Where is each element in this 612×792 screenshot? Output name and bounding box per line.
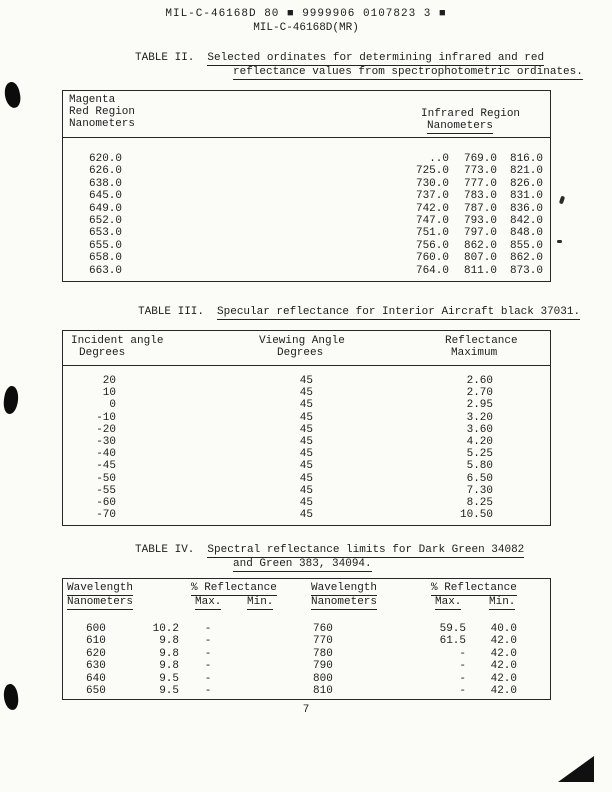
table-row bbox=[63, 623, 550, 635]
table-cell: 650 bbox=[86, 684, 106, 697]
table-cell: 764.0 bbox=[415, 264, 449, 277]
table-cell: 797.0 bbox=[463, 227, 497, 240]
table2 bbox=[62, 90, 551, 282]
table-cell: 626.0 bbox=[89, 165, 123, 178]
table-cell: 652.0 bbox=[89, 214, 123, 227]
table-cell: 2.70 bbox=[466, 387, 493, 400]
table-cell: 769.0 bbox=[463, 153, 497, 165]
table-cell: 793.0 bbox=[463, 214, 497, 227]
page-number: 7 bbox=[302, 704, 310, 716]
table-row bbox=[63, 178, 550, 190]
table-row bbox=[63, 497, 550, 509]
table-cell: 45 bbox=[299, 387, 313, 400]
table3-col2-header-line1: Viewing Angle bbox=[259, 335, 345, 347]
table-cell: 10 bbox=[102, 387, 116, 400]
table-cell: 2.95 bbox=[466, 399, 493, 412]
table4-min2-header: Min. bbox=[489, 596, 516, 608]
table2-title-line1: Selected ordinates for determining infrared and red bbox=[207, 52, 545, 64]
table2-label: TABLE II. bbox=[135, 52, 195, 64]
table4-max2-header: Max. bbox=[435, 596, 462, 608]
table-cell: 747.0 bbox=[415, 214, 449, 227]
table-cell: 811.0 bbox=[463, 264, 497, 277]
table-cell: 862.0 bbox=[509, 252, 543, 265]
scan-blob-icon bbox=[2, 385, 20, 415]
table-cell: 2.60 bbox=[466, 375, 493, 387]
right-header-line1: Infrared Region bbox=[421, 108, 521, 120]
table-cell: 780 bbox=[313, 647, 333, 660]
table-cell: 810 bbox=[313, 684, 333, 697]
table-cell: - bbox=[459, 660, 466, 673]
table-row bbox=[63, 412, 550, 424]
table-cell: -10 bbox=[96, 411, 116, 424]
table-cell: - bbox=[204, 672, 212, 685]
table-cell: 751.0 bbox=[415, 227, 449, 240]
table-cell: 9.5 bbox=[159, 672, 179, 685]
table3-header-rule bbox=[63, 365, 550, 366]
table-row bbox=[63, 509, 550, 521]
table-row bbox=[63, 227, 550, 239]
table-cell: 9.8 bbox=[159, 647, 179, 660]
table3 bbox=[62, 330, 551, 526]
table-cell: -45 bbox=[96, 460, 116, 473]
table-row bbox=[63, 215, 550, 227]
table-cell: 640 bbox=[86, 672, 106, 685]
table-cell: - bbox=[204, 684, 212, 697]
table-cell: 816.0 bbox=[509, 153, 543, 165]
table-row bbox=[63, 485, 550, 497]
table4-title-line1: Spectral reflectance limits for Dark Green 34082 bbox=[207, 544, 525, 556]
table-cell: 777.0 bbox=[463, 177, 497, 190]
table-cell: 45 bbox=[299, 509, 313, 522]
table3-caption bbox=[138, 306, 580, 318]
table-cell: 45 bbox=[299, 411, 313, 424]
table-cell: - bbox=[204, 623, 212, 635]
table-cell: 10.50 bbox=[459, 509, 493, 522]
table4-title-line2: and Green 383, 34094. bbox=[233, 558, 372, 570]
table-cell: 630 bbox=[86, 660, 106, 673]
table-cell: 9.8 bbox=[159, 635, 179, 648]
table-row bbox=[63, 203, 550, 215]
table-cell: 45 bbox=[299, 448, 313, 461]
table4-wavelength2-sub: Nanometers bbox=[311, 596, 378, 608]
table-cell: 725.0 bbox=[415, 165, 449, 178]
table-cell: 862.0 bbox=[463, 239, 497, 252]
table-row bbox=[63, 436, 550, 448]
table-cell: 42.0 bbox=[490, 635, 517, 648]
doc-reference: MIL-C-46168D(MR) bbox=[253, 22, 359, 34]
table3-title: Specular reflectance for Interior Aircraft black 37031. bbox=[217, 306, 581, 318]
left-header-line1: Magenta bbox=[69, 94, 116, 106]
table-cell: -40 bbox=[96, 448, 116, 461]
table-cell: 658.0 bbox=[89, 252, 123, 265]
table-cell: 770 bbox=[313, 635, 333, 648]
table-row bbox=[63, 265, 550, 277]
table-cell: 45 bbox=[299, 484, 313, 497]
table4-label: TABLE IV. bbox=[135, 544, 195, 556]
table-cell: 45 bbox=[299, 375, 313, 387]
scan-speck-icon bbox=[559, 196, 565, 205]
table-cell: 42.0 bbox=[490, 672, 517, 685]
table2-left-header bbox=[69, 94, 135, 130]
table4-max1-header: Max. bbox=[195, 596, 222, 608]
table-cell: 61.5 bbox=[439, 635, 466, 648]
table2-body bbox=[63, 153, 550, 277]
table2-header-rule bbox=[63, 137, 550, 138]
table-cell: 760 bbox=[313, 623, 333, 635]
table4-wavelength2-header: Wavelength bbox=[311, 582, 378, 594]
table-cell: 800 bbox=[313, 672, 333, 685]
table-cell: 807.0 bbox=[463, 252, 497, 265]
table-row bbox=[63, 424, 550, 436]
table4-reflectance2-header: % Reflectance bbox=[431, 582, 517, 594]
table-cell: 8.25 bbox=[466, 496, 493, 509]
table-row bbox=[63, 635, 550, 647]
table3-body bbox=[63, 375, 550, 521]
table-row bbox=[63, 165, 550, 177]
table-cell: - bbox=[459, 647, 466, 660]
table-cell: 5.25 bbox=[466, 448, 493, 461]
table-cell: 836.0 bbox=[509, 202, 543, 215]
table-cell: 620.0 bbox=[89, 153, 123, 165]
table3-col2-header-line2: Degrees bbox=[277, 347, 324, 359]
table4-wavelength1-sub: Nanometers bbox=[67, 596, 134, 608]
table-cell: - bbox=[204, 660, 212, 673]
table4 bbox=[62, 578, 551, 700]
table-cell: - bbox=[459, 672, 466, 685]
table-row bbox=[63, 153, 550, 165]
table-cell: 5.80 bbox=[466, 460, 493, 473]
table-row bbox=[63, 460, 550, 472]
table-cell: 45 bbox=[299, 472, 313, 485]
table-cell: 826.0 bbox=[509, 177, 543, 190]
table-cell: 4.20 bbox=[466, 435, 493, 448]
table4-wavelength1-header: Wavelength bbox=[67, 582, 134, 594]
table-cell: - bbox=[204, 635, 212, 648]
table-cell: 600 bbox=[86, 623, 106, 635]
table-cell: 649.0 bbox=[89, 202, 123, 215]
table-cell: 9.8 bbox=[159, 660, 179, 673]
table-cell: 40.0 bbox=[490, 623, 517, 635]
table-cell: 3.60 bbox=[466, 423, 493, 436]
table-cell: 45 bbox=[299, 435, 313, 448]
table-cell: 653.0 bbox=[89, 227, 123, 240]
table-cell: 9.5 bbox=[159, 684, 179, 697]
table-row bbox=[63, 685, 550, 697]
table2-caption-line1 bbox=[135, 52, 544, 64]
table-row bbox=[63, 190, 550, 202]
table3-col1-header-line2: Degrees bbox=[79, 347, 126, 359]
table-row bbox=[63, 387, 550, 399]
table2-caption-line2 bbox=[233, 66, 583, 78]
table-cell: 831.0 bbox=[509, 190, 543, 203]
table4-caption-line2 bbox=[233, 558, 372, 570]
scan-speck-icon bbox=[557, 240, 562, 243]
table-cell: 59.5 bbox=[439, 623, 466, 635]
table-cell: -55 bbox=[96, 484, 116, 497]
table-cell: -70 bbox=[96, 509, 116, 522]
table-row bbox=[63, 375, 550, 387]
table-row bbox=[63, 648, 550, 660]
table-cell: 663.0 bbox=[89, 264, 123, 277]
table-cell: 45 bbox=[299, 399, 313, 412]
table-cell: 842.0 bbox=[509, 214, 543, 227]
table3-col1-header-line1: Incident angle bbox=[71, 335, 164, 347]
table4-min1-header: Min. bbox=[247, 596, 274, 608]
table-cell: 742.0 bbox=[415, 202, 449, 215]
table-cell: 655.0 bbox=[89, 239, 123, 252]
table-cell: 730.0 bbox=[415, 177, 449, 190]
table-cell: ..0 bbox=[429, 153, 449, 165]
table-cell: 10.2 bbox=[152, 623, 179, 635]
table-cell: 42.0 bbox=[490, 660, 517, 673]
table-cell: 737.0 bbox=[415, 190, 449, 203]
table-cell: 638.0 bbox=[89, 177, 123, 190]
table3-col3-header-line1: Reflectance bbox=[445, 335, 518, 347]
table-row bbox=[63, 399, 550, 411]
table-cell: 3.20 bbox=[466, 411, 493, 424]
table-cell: 45 bbox=[299, 496, 313, 509]
table-cell: 790 bbox=[313, 660, 333, 673]
table-cell: 610 bbox=[86, 635, 106, 648]
table-cell: 42.0 bbox=[490, 684, 517, 697]
table4-body bbox=[63, 623, 550, 697]
table-row bbox=[63, 673, 550, 685]
table-cell: 42.0 bbox=[490, 647, 517, 660]
table-cell: 783.0 bbox=[463, 190, 497, 203]
table-cell: 0 bbox=[109, 399, 116, 412]
table-cell: 7.30 bbox=[466, 484, 493, 497]
table4-reflectance1-header: % Reflectance bbox=[191, 582, 277, 594]
table-cell: 773.0 bbox=[463, 165, 497, 178]
table-cell: 787.0 bbox=[463, 202, 497, 215]
scan-blob-icon bbox=[2, 81, 22, 110]
table-cell: 645.0 bbox=[89, 190, 123, 203]
table3-col3-header-line2: Maximum bbox=[451, 347, 498, 359]
left-header-line3: Nanometers bbox=[69, 118, 136, 130]
table3-label: TABLE III. bbox=[138, 306, 205, 318]
table4-caption-line1 bbox=[135, 544, 524, 556]
table-cell: 6.50 bbox=[466, 472, 493, 485]
table-cell: 873.0 bbox=[509, 264, 543, 277]
table-row bbox=[63, 240, 550, 252]
table-cell: -30 bbox=[96, 435, 116, 448]
table-cell: 760.0 bbox=[415, 252, 449, 265]
table-cell: 620 bbox=[86, 647, 106, 660]
table-cell: -60 bbox=[96, 496, 116, 509]
table-cell: -20 bbox=[96, 423, 116, 436]
right-header-line2: Nanometers bbox=[427, 120, 494, 132]
left-header-line2: Red Region bbox=[69, 106, 136, 118]
table-row bbox=[63, 448, 550, 460]
table-cell: - bbox=[459, 684, 466, 697]
table-cell: 45 bbox=[299, 423, 313, 436]
table-cell: 45 bbox=[299, 460, 313, 473]
table-cell: - bbox=[204, 647, 212, 660]
table-cell: 756.0 bbox=[415, 239, 449, 252]
table-row bbox=[63, 252, 550, 264]
table-row bbox=[63, 473, 550, 485]
table-cell: 855.0 bbox=[509, 239, 543, 252]
table-cell: 821.0 bbox=[509, 165, 543, 178]
scan-corner-mark-icon bbox=[558, 756, 594, 782]
table-row bbox=[63, 660, 550, 672]
table2-title-line2: reflectance values from spectrophotometric ordinates. bbox=[233, 66, 583, 78]
table-cell: -50 bbox=[96, 472, 116, 485]
table-cell: 20 bbox=[102, 375, 116, 387]
doc-id-line: MIL-C-46168D 80 ■ 9999906 0107823 3 ■ bbox=[165, 8, 447, 20]
table-cell: 848.0 bbox=[509, 227, 543, 240]
